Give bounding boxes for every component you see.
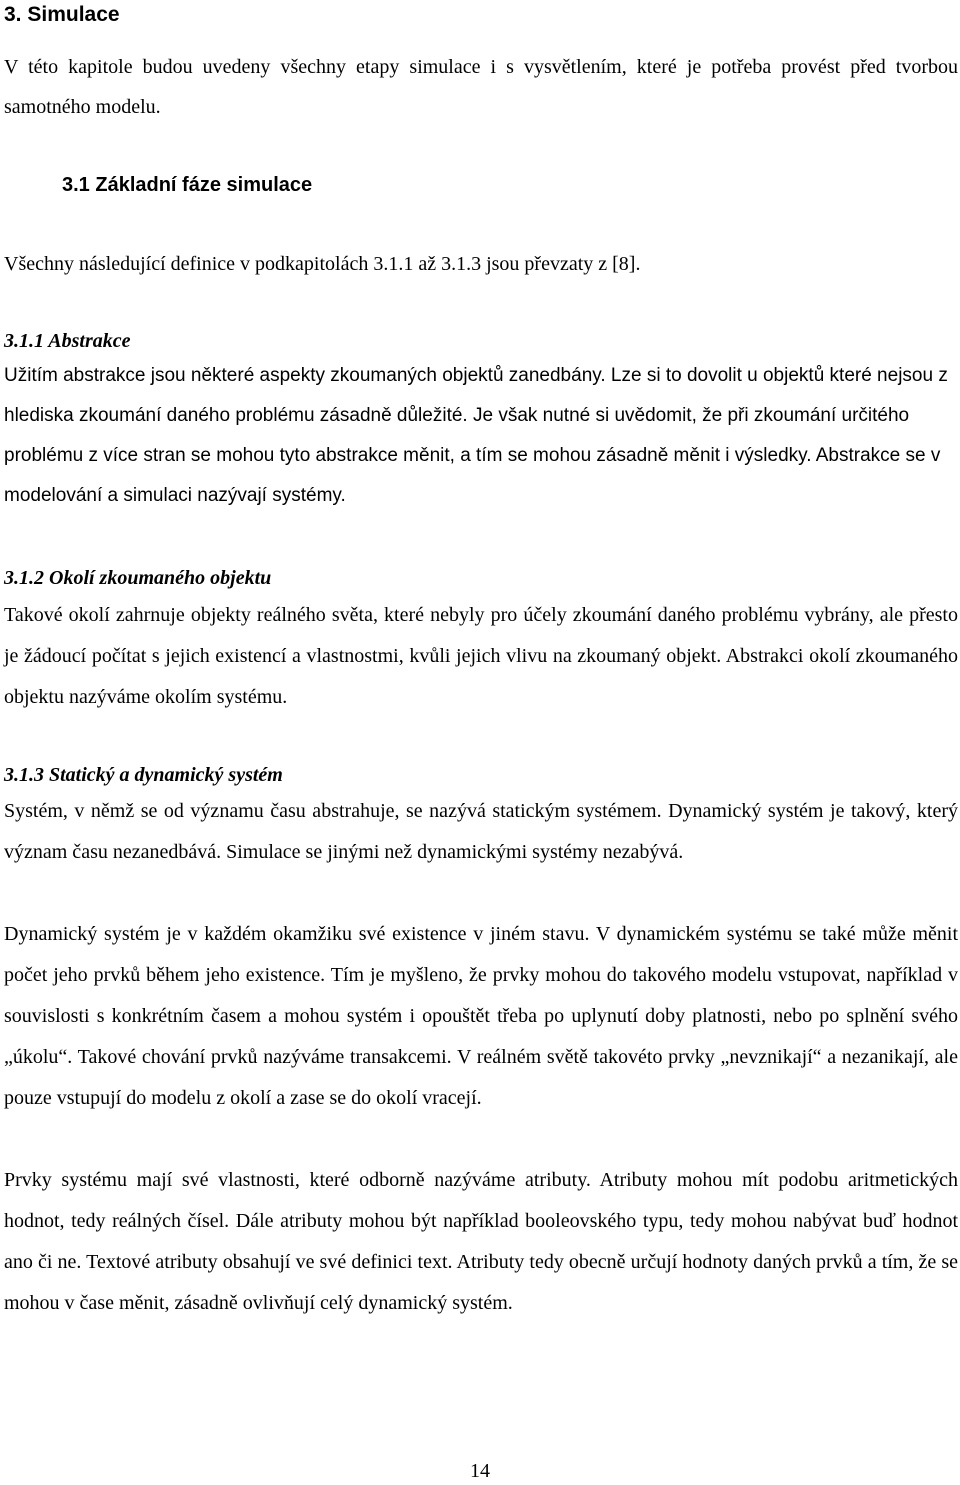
section-intro-paragraph: Všechny následující definice v podkapitolách 3.1.1 až 3.1.3 jsou převzaty z [8]. bbox=[4, 253, 641, 275]
subsection-system-paragraph-1: Systém, v němž se od významu času abstrahuje, se nazývá statickým systémem. Dynamický systém je takový, který význam času nezanedbává. Simulace se jinými než dynamickými systémy nezabývá. bbox=[4, 800, 958, 863]
subsection-system-paragraph-3: Prvky systému mají své vlastnosti, které odborně nazýváme atributy. Atributy mohou mít podobu aritmetických hodnot, tedy reálných čísel. Dále atributy mohou být například booleovského typu, tedy mohou nabývat buď hodnot ano či ne. Textové atributy obsahují ve své definici text. Atributy tedy obecně určují hodnoty daných prvků a tím, že se mohou v čase měnit, zásadně ovlivňují celý dynamický systém. bbox=[4, 1169, 958, 1314]
subsection-abstrakce-text: Užitím abstrakce jsou některé aspekty zkoumaných objektů zanedbány. Lze si to dovolit u objektů které nejsou z hlediska zkoumání daného problému zásadně důležité. Je však nutné si uvědomit, že při zkoumání určitého problému z více stran se mohou tyto abstrakce měnit, a tím se mohou zásadně měnit i výsledky. Abstrakce se v modelování a simulaci nazývají systémy. bbox=[4, 365, 948, 506]
subsection-okoli-title: 3.1.2 Okolí zkoumaného objektu bbox=[4, 567, 272, 589]
subsection-okoli-text: Takové okolí zahrnuje objekty reálného světa, které nebyly pro účely zkoumání daného problému vybrány, ale přesto je žádoucí počítat s jejich existencí a vlastnostmi, kvůli jejich vlivu na zkoumaný objekt. Abstrakci okolí zkoumaného objektu nazýváme okolím systému. bbox=[4, 604, 958, 708]
chapter-title: 3. Simulace bbox=[4, 3, 120, 26]
subsection-system-title: 3.1.3 Statický a dynamický systém bbox=[4, 764, 283, 786]
page-number: 14 bbox=[470, 1460, 490, 1482]
subsection-abstrakce-title: 3.1.1 Abstrakce bbox=[4, 330, 131, 352]
section-title: 3.1 Základní fáze simulace bbox=[62, 174, 313, 196]
subsection-system-paragraph-2: Dynamický systém je v každém okamžiku své existence v jiném stavu. V dynamickém systému se také může měnit počet jeho prvků během jeho existence. Tím je myšleno, že prvky mohou do takového modelu vstupovat, například v souvislosti s konkrétním časem a mohou systém i opouštět třeba po uplynutí doby platnosti, nebo po splnění svého „úkolu“. Takové chování prvků nazýváme transakcemi. V reálném světě takovéto prvky „nevznikají“ a nezanikají, ale pouze vstupují do modelu z okolí a zase se do okolí vracejí. bbox=[4, 923, 958, 1109]
chapter-intro-paragraph: V této kapitole budou uvedeny všechny etapy simulace i s vysvětlením, které je potřeba provést před tvorbou samotného modelu. bbox=[4, 56, 958, 118]
